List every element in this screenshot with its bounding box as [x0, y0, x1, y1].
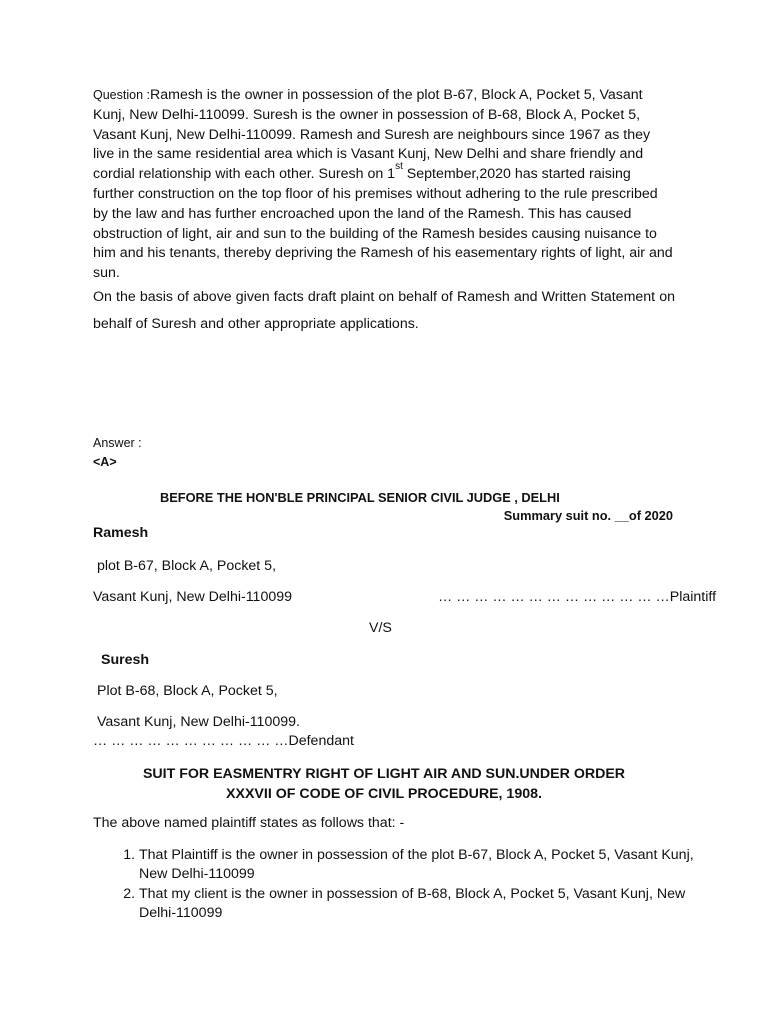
- suit-number: Summary suit no. __of 2020: [503, 508, 673, 523]
- plaintiff-address-line-2: Vasant Kunj, New Delhi-110099: [93, 589, 293, 605]
- ordinal-superscript: st: [395, 161, 403, 173]
- question-text: [93, 86, 675, 284]
- plaint-intro: The above named plaintiff states as follows that: -: [93, 815, 405, 831]
- plaint-paragraph-1: 1. That Plaintiff is the owner in possession of the plot B-67, Block A, Pocket 5, Vasant Kunj, New Delhi-110099: [139, 846, 699, 885]
- answer-marker: <A>: [93, 455, 117, 469]
- court-heading: BEFORE THE HON'BLE PRINCIPAL SENIOR CIVIL JUDGE , DELHI: [160, 490, 560, 505]
- suit-title: [93, 764, 675, 804]
- defendant-role: … … … … … … … … … … …Defendant: [93, 733, 354, 749]
- plaint-paragraphs: [112, 846, 699, 924]
- question-label: Question :: [93, 88, 150, 102]
- defendant-address-line-1: Plot B-68, Block A, Pocket 5,: [97, 683, 278, 699]
- suit-title-line-1: SUIT FOR EASMENTRY RIGHT OF LIGHT AIR AND SUN.UNDER ORDER: [142, 766, 626, 782]
- defendant-name: Suresh: [101, 652, 150, 668]
- answer-label: Answer :: [93, 436, 142, 450]
- plaintiff-role: … … … … … … … … … … … … …Plaintiff: [438, 589, 717, 605]
- suit-title-line-2: XXXVII OF CODE OF CIVIL PROCEDURE, 1908.: [226, 786, 542, 802]
- plaint-paragraph-2: 2. That my client is the owner in possession of B-68, Block A, Pocket 5, Vasant Kunj, New Delhi-110099: [139, 885, 699, 924]
- defendant-address-line-2: Vasant Kunj, New Delhi-110099.: [97, 714, 300, 730]
- question-facts-a: Ramesh is the owner in possession of the plot B-67, Block A, Pocket 5, Vasant Kunj, New Delhi-110099. Suresh is the owner in possession of B-68, Block A, Pocket 5, Vasant Kunj, New Delhi-110099. Ramesh and Suresh are neighbours since 1967 as they live in the same residential area which is Vasant Kunj, New Delhi and share friendly and cordial relationship with each other. Suresh on 1: [93, 87, 651, 183]
- plaintiff-name: Ramesh: [93, 525, 149, 541]
- versus-label: V/S: [369, 620, 392, 636]
- question-facts-b: September,2020 has started raising further construction on the top floor of his premises without adhering to the rule prescribed by the law and has further encroached upon the land of the Ramesh. This has caused obstruction of light, air and sun to the building of the Ramesh besides causing nuisance to him and his tenants, thereby depriving the Ramesh of his easementary rights of light, air and sun.: [93, 166, 673, 282]
- question-instruction: On the basis of above given facts draft plaint on behalf of Ramesh and Written Statement on behalf of Suresh and other appropriate applications.: [93, 288, 675, 332]
- plaintiff-address-line-1: plot B-67, Block A, Pocket 5,: [97, 558, 277, 574]
- question-block: [93, 86, 675, 338]
